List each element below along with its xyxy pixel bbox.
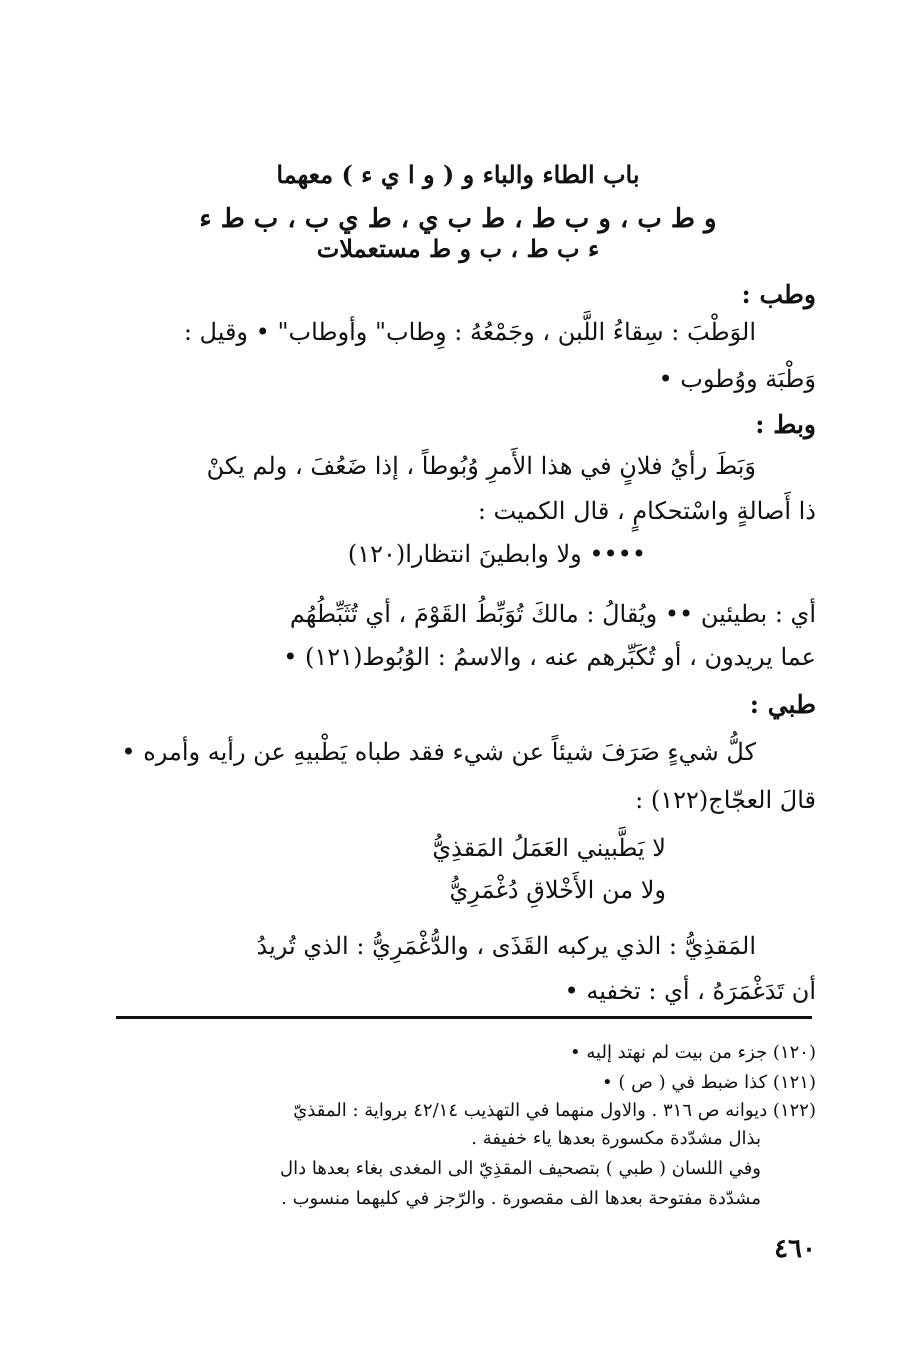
footnote-122-cont: مشدّدة مفتوحة بعدها الف مقصورة . والرّجز في كليهما منسوب . [281,1188,761,1209]
entry-line: أي : بطيئين •• ويُقالُ : مالكَ تُوَبِّطُ القَوْمَ ، أي تُثَبِّطُهُم [289,600,816,628]
entry-line: ذا أَصالةٍ واسْتحكامٍ ، قال الكميت : [477,497,816,525]
footnote-122-cont: وفي اللسان ( طبي ) بتصحيف المقذِيّ الى المغدى بغاء بعدها دال [280,1158,761,1179]
entry-label-wabt: وبط : [755,410,816,439]
footnote-divider [116,1016,812,1019]
entry-line: وَطْبَة ووُطوب • [658,365,816,393]
poem-verse: ولا من الأَخْلاقِ دُغْمَرِيُّ [449,876,666,904]
verse-fragment: •••• ولا وابطينَ انتظارا(١٢٠) [347,540,646,568]
footnote-121: (١٢١) كذا ضبط في ( ص ) • [602,1072,816,1093]
page-number: ٤٦٠ [774,1234,816,1264]
entry-line: الوَطْبَ : سِقاءُ اللَّبن ، وجَمْعُهُ : وِطاب" وأوطاب" • وقيل : [183,318,756,346]
footnote-122: (١٢٢) ديوانه ص ٣١٦ . والاول منهما في التهذيب ٤٢/١٤ برواية : المقذيّ [293,1100,816,1121]
poem-verse: لا يَطَّبيني العَمَلُ المَقذِيُّ [432,834,666,862]
footnote-122-cont: بذال مشدّدة مكسورة بعدها ياء خفيفة . [471,1128,761,1149]
entry-line: كلُّ شيءٍ صَرَفَ شيئاً عن شيء فقد طباه يَطْبيهِ عن رأيه وأمره • [121,738,756,766]
entry-line: وَبَطَ رأيُ فلانٍ في هذا الأَمرِ وُبُوطاً ، إذا ضَعُفَ ، ولم يكنْ [206,452,756,480]
entry-line: أن تَدَغْمَرَهُ ، أي : تخفيه • [564,977,816,1005]
roots-line-2: ء ب ط ، ب و ط مستعملات [316,234,600,263]
entry-line: قالَ العجّاج(١٢٢) : [635,786,816,814]
entry-label-tabi: طبي : [749,690,816,719]
entry-label-watb: وطب : [741,280,816,309]
chapter-title: باب الطاء والباء و ( و ا ي ء ) معهما [276,160,640,189]
footnote-120: (١٢٠) جزء من بيت لم نهتد إليه • [570,1042,816,1063]
entry-line: عما يريدون ، أو تُكَبِّرهم عنه ، والاسمُ : الوُبُوط(١٢١) • [283,643,816,671]
roots-line-1: و ط ب ، و ب ط ، ط ب ي ، ط ي ب ، ب ط ء [199,204,717,234]
entry-line: المَقذِيُّ : الذي يركبه القَذَى ، والدُّغْمَرِيُّ : الذي تُريدُ [256,932,756,960]
